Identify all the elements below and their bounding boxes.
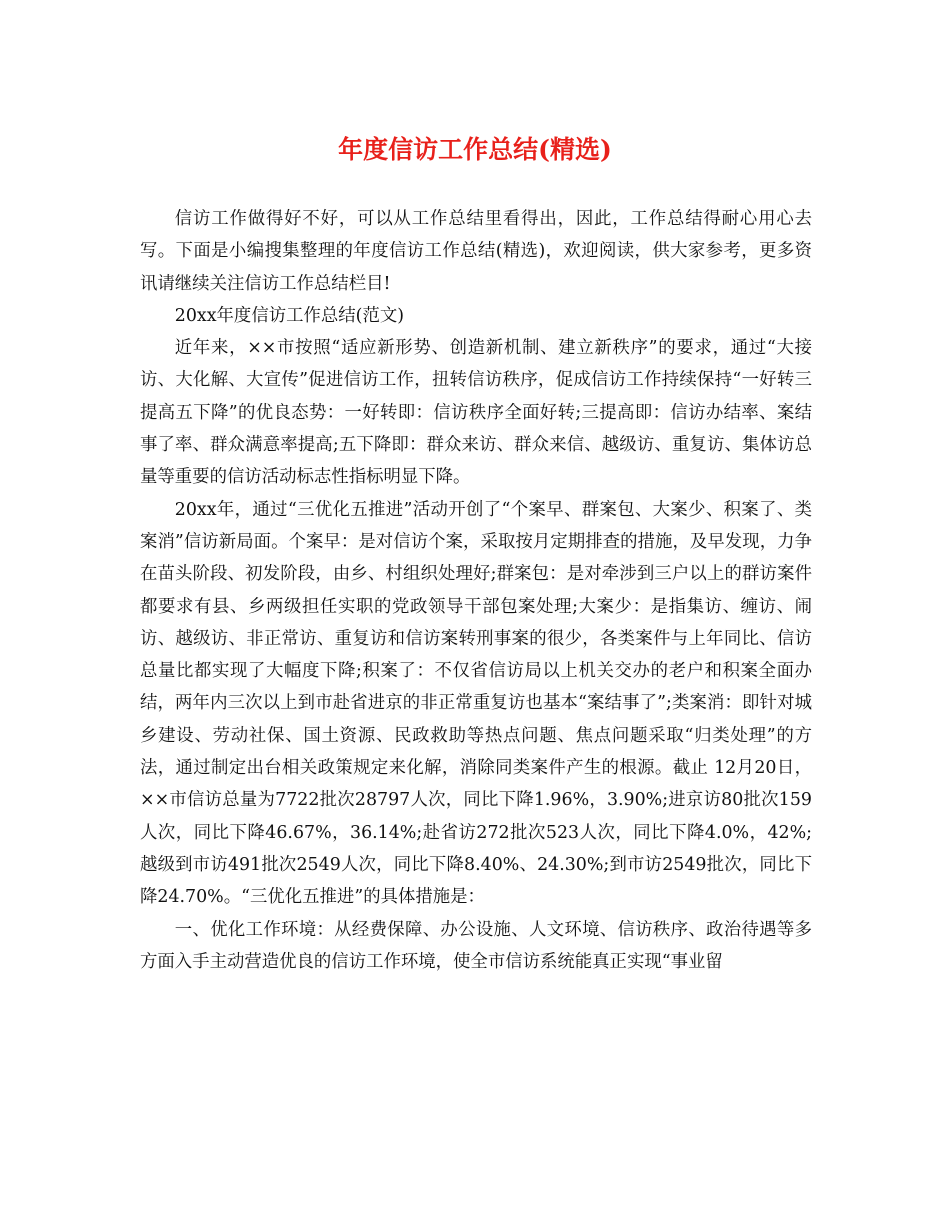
document-title: 年度信访工作总结(精选) — [338, 135, 612, 164]
paragraph-measure-one: 一、优化工作环境：从经费保障、办公设施、人文环境、信访秩序、政治待遇等多方面入手主动营造优良的信访工作环境，使全市信访系统能真正实现“事业留 — [140, 919, 812, 972]
paragraph-results: 20xx年，通过“三优化五推进”活动开创了“个案早、群案包、大案少、积案了、类案消”信访新局面。个案早：是对信访个案，采取按月定期排查的措施，及早发现，力争在苗头阶段、初发阶段，由乡、村组织处理好;群案包：是对牵涉到三户以上的群访案件都要求有县、乡两级担任实职的党政领导干部包案处理;大案少：是指集访、缠访、闹访、越级访、非正常访、重复访和信访案转刑事案的很少，各类案件与上年同比、信访总量比都实现了大幅度下降;积案了：不仅省信访局以上机关交办的老户和积案全面办结，两年内三次以上到市赴省进京的非正常重复访也基本“案结事了”;类案消：即针对城乡建设、劳动社保、国土资源、民政救助等热点问题、焦点问题采取“归类处理”的方法，通过制定出台相关政策规定来化解，消除同类案件产生的根源。截止 12月20日，××市信访总量为7722批次28797人次，同比下降1.96%，3.90%;进京访80批次159人次，同比下降46.67%，36.14%;赴省访272批次523人次，同比下降4.0%，42%;越级到市访491批次2549人次，同比下降8.40%、24.30%;到市访2549批次，同比下降24.70%。“三优化五推进”的具体措施是： — [140, 499, 812, 908]
paragraph-intro: 信访工作做得好不好，可以从工作总结里看得出，因此，工作总结得耐心用心去写。下面是小编搜集整理的年度信访工作总结(精选)，欢迎阅读，供大家参考，更多资讯请继续关注信访工作总结栏目! — [140, 209, 812, 294]
paragraph-overview: 近年来，××市按照“适应新形势、创造新机制、建立新秩序”的要求，通过“大接访、大化解、大宣传”促进信访工作，扭转信访秩序，促成信访工作持续保持“一好转三提高五下降”的优良态势：一好转即：信访秩序全面好转;三提高即：信访办结率、案结事了率、群众满意率提高;五下降即：群众来访、群众来信、越级访、重复访、集体访总量等重要的信访活动标志性指标明显下降。 — [140, 338, 812, 488]
document-body — [140, 203, 812, 978]
paragraph-subtitle: 20xx年度信访工作总结(范文) — [174, 305, 405, 326]
